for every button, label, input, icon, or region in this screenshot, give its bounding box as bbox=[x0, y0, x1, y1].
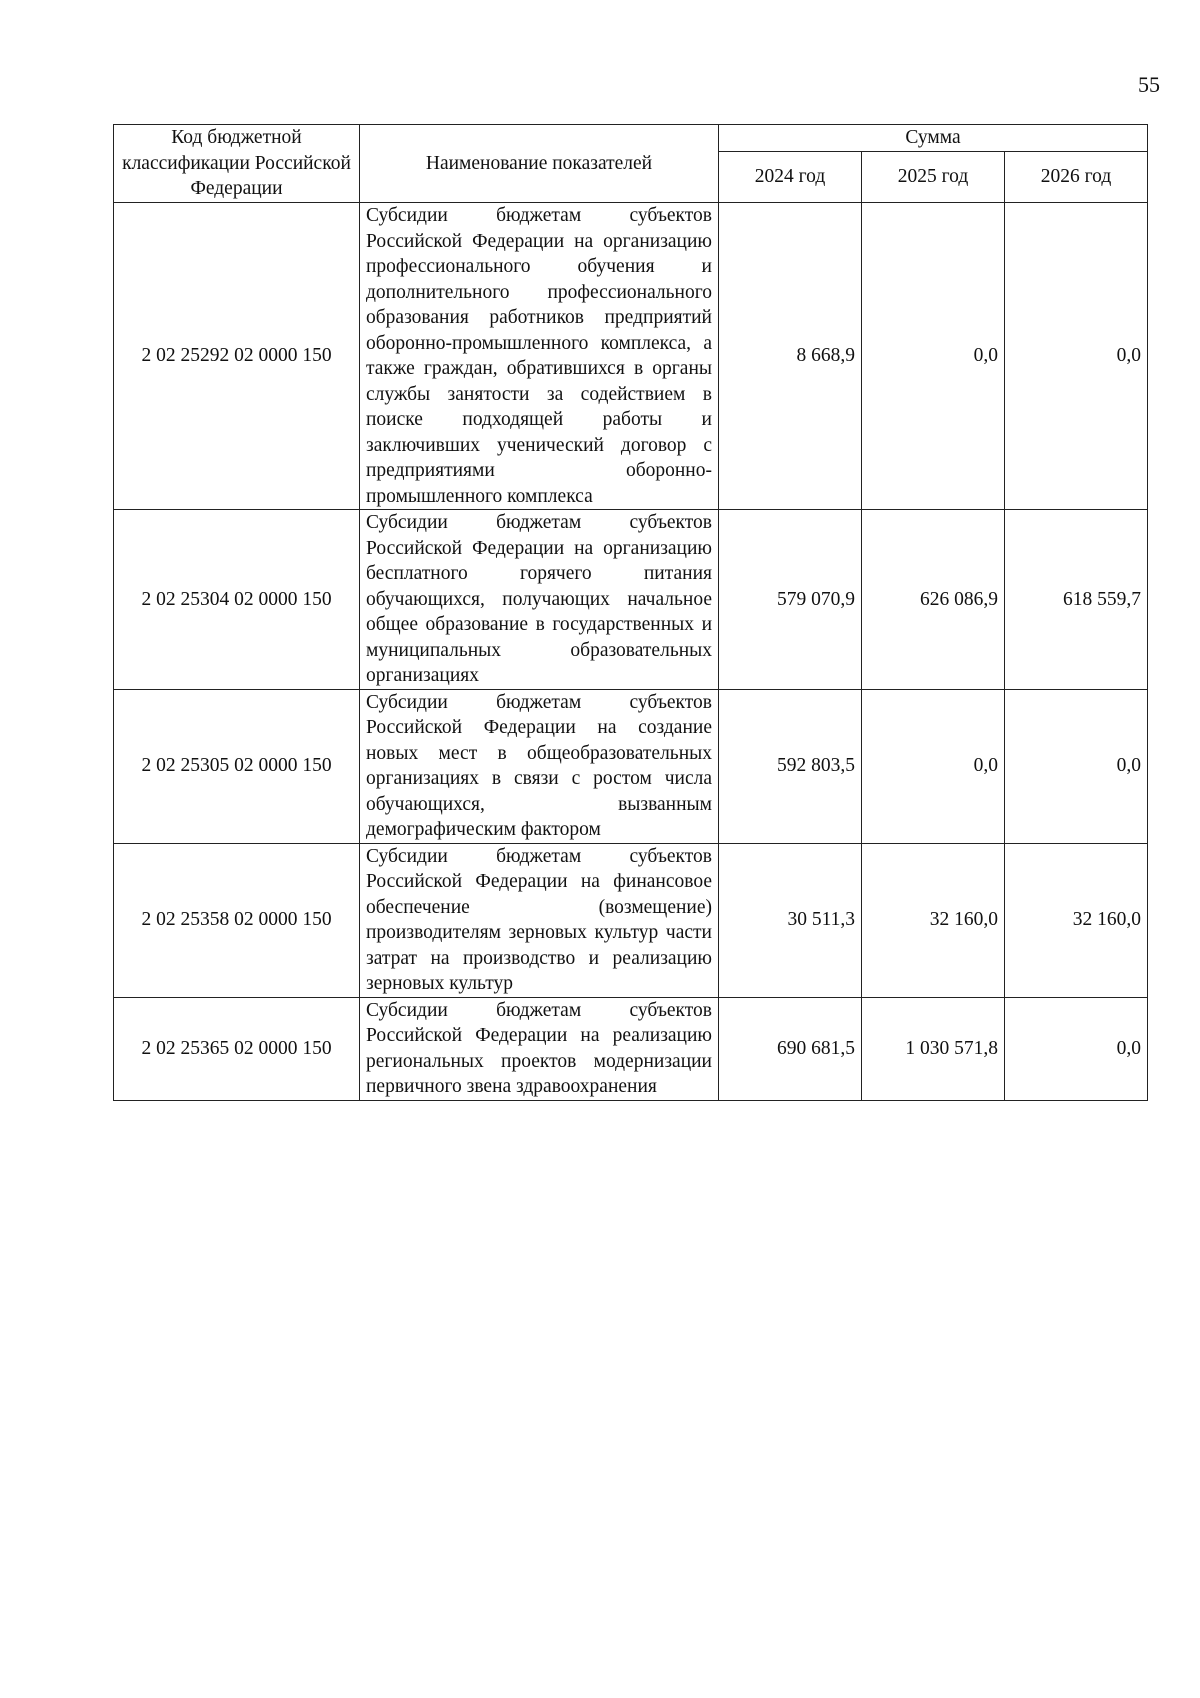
header-year-2024: 2024 год bbox=[719, 152, 862, 203]
row-code: 2 02 25358 02 0000 150 bbox=[114, 843, 360, 997]
row-amount-2024: 8 668,9 bbox=[719, 203, 862, 510]
row-amount-2024: 690 681,5 bbox=[719, 997, 862, 1100]
row-amount-2024: 579 070,9 bbox=[719, 510, 862, 690]
row-amount-2025: 626 086,9 bbox=[862, 510, 1005, 690]
row-amount-2026: 0,0 bbox=[1005, 997, 1148, 1100]
table-row bbox=[114, 510, 1148, 690]
header-year-2025: 2025 год bbox=[862, 152, 1005, 203]
row-name: Субсидии бюджетам субъектов Российской Федерации на создание новых мест в общеобразовательных организациях в связи с ростом числа обучающихся, вызванным демографическим фактором bbox=[360, 689, 719, 843]
table-row bbox=[114, 689, 1148, 843]
table-row bbox=[114, 997, 1148, 1100]
header-code: Код бюджетной классификации Российской Федерации bbox=[114, 125, 360, 203]
table-body bbox=[114, 203, 1148, 1101]
row-amount-2026: 32 160,0 bbox=[1005, 843, 1148, 997]
table-row bbox=[114, 203, 1148, 510]
header-name: Наименование показателей bbox=[360, 125, 719, 203]
row-name: Субсидии бюджетам субъектов Российской Федерации на реализацию региональных проектов модернизации первичного звена здравоохранения bbox=[360, 997, 719, 1100]
row-code: 2 02 25304 02 0000 150 bbox=[114, 510, 360, 690]
page-number: 55 bbox=[1138, 72, 1160, 97]
row-code: 2 02 25305 02 0000 150 bbox=[114, 689, 360, 843]
row-code: 2 02 25292 02 0000 150 bbox=[114, 203, 360, 510]
row-amount-2025: 0,0 bbox=[862, 689, 1005, 843]
row-amount-2024: 592 803,5 bbox=[719, 689, 862, 843]
row-amount-2026: 0,0 bbox=[1005, 689, 1148, 843]
row-name: Субсидии бюджетам субъектов Российской Федерации на финансовое обеспечение (возмещение) производителям зерновых культур части затрат на производство и реализацию зерновых культур bbox=[360, 843, 719, 997]
row-name: Субсидии бюджетам субъектов Российской Федерации на организацию бесплатного горячего питания обучающихся, получающих начальное общее образование в государственных и муниципальных образовательных организациях bbox=[360, 510, 719, 690]
header-sum: Сумма bbox=[719, 125, 1148, 152]
row-code: 2 02 25365 02 0000 150 bbox=[114, 997, 360, 1100]
table-header bbox=[114, 125, 1148, 203]
row-name: Субсидии бюджетам субъектов Российской Федерации на организацию профессионального обучения и дополнительного профессионального образования работников предприятий оборонно-промышленного комплекса, а также граждан, обратившихся в органы службы занятости за содействием в поиске подходящей работы и заключивших ученический договор с предприятиями оборонно-промышленного комплекса bbox=[360, 203, 719, 510]
row-amount-2025: 1 030 571,8 bbox=[862, 997, 1005, 1100]
header-year-2026: 2026 год bbox=[1005, 152, 1148, 203]
budget-table bbox=[113, 124, 1148, 1101]
row-amount-2026: 0,0 bbox=[1005, 203, 1148, 510]
row-amount-2024: 30 511,3 bbox=[719, 843, 862, 997]
row-amount-2025: 32 160,0 bbox=[862, 843, 1005, 997]
row-amount-2026: 618 559,7 bbox=[1005, 510, 1148, 690]
row-amount-2025: 0,0 bbox=[862, 203, 1005, 510]
table-row bbox=[114, 843, 1148, 997]
